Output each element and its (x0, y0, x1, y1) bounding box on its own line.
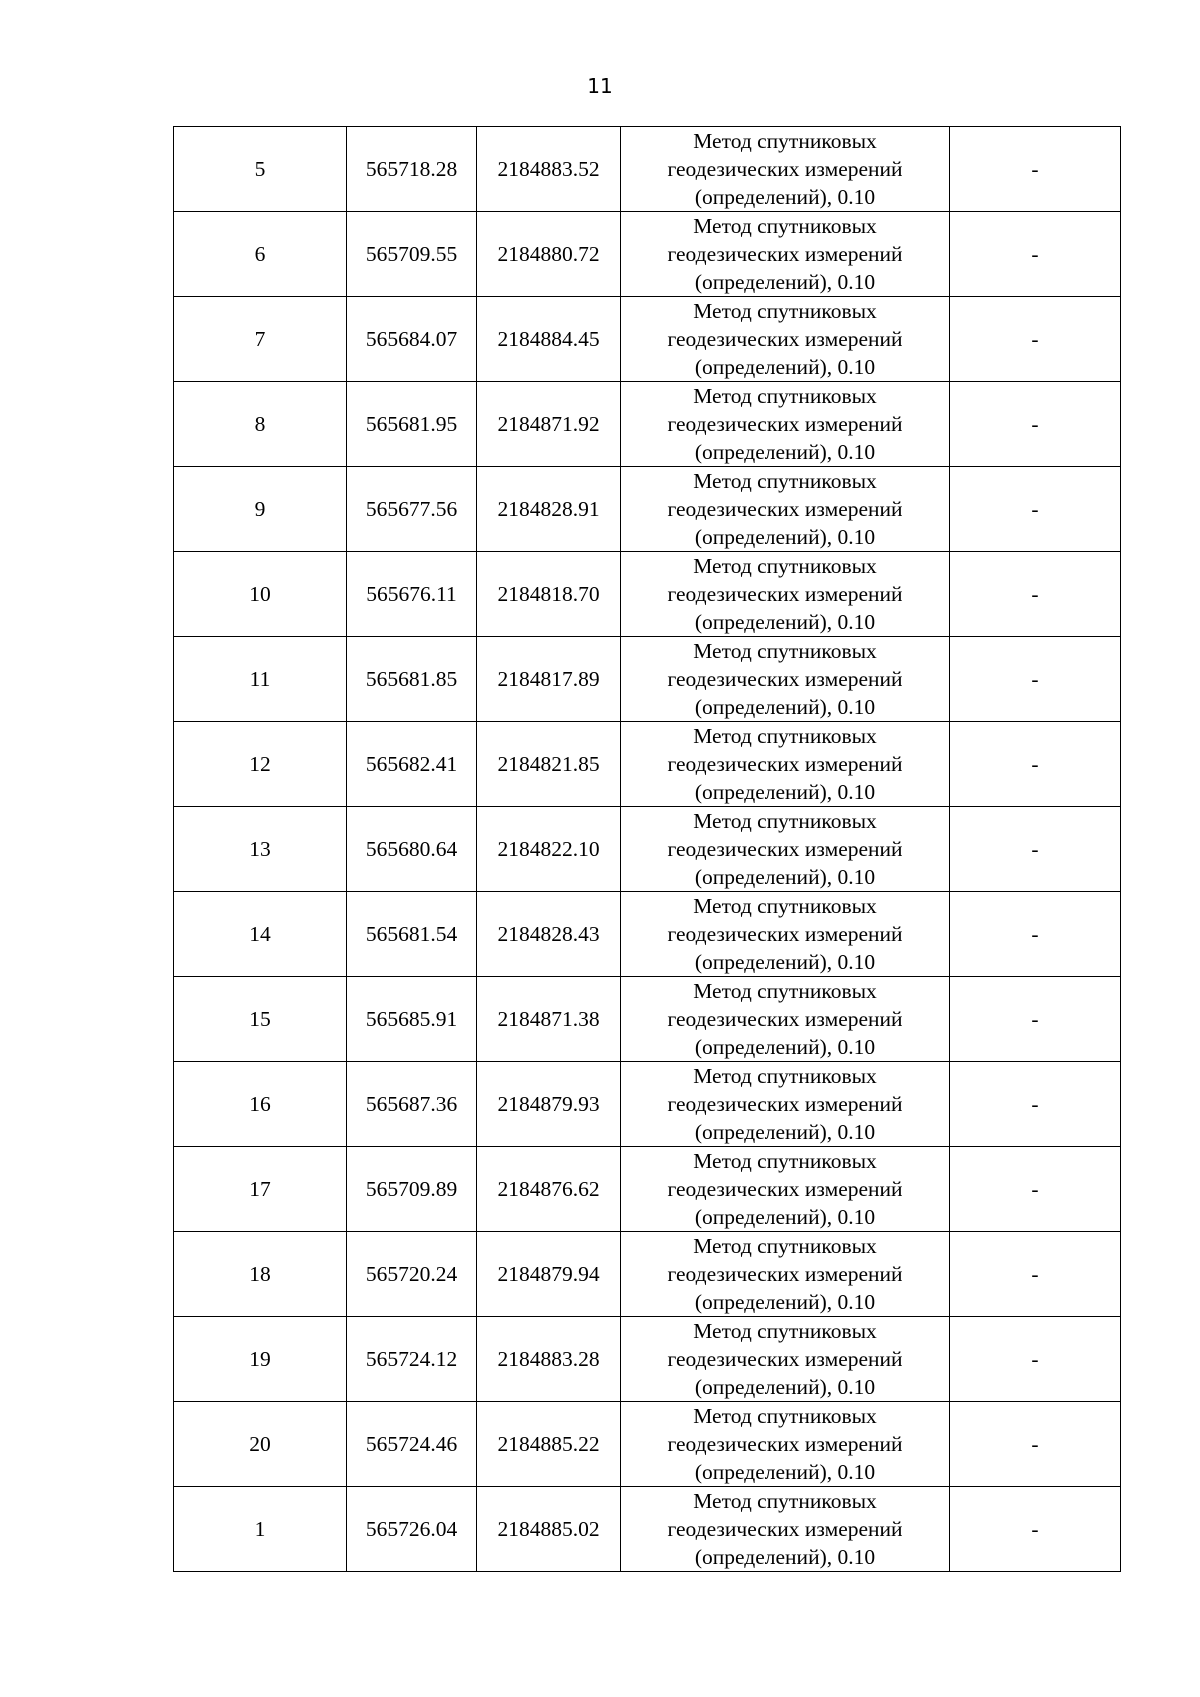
method-cell (621, 467, 950, 552)
y-coordinate-cell: 2184879.94 (477, 1232, 621, 1317)
note-cell: - (950, 1317, 1121, 1402)
point-number-cell: 10 (174, 552, 347, 637)
method-text: Метод спутниковых геодезических измерений (определений), 0.10 (667, 214, 903, 294)
coordinates-table-body (174, 127, 1121, 1572)
point-number-cell: 20 (174, 1402, 347, 1487)
point-number-cell: 17 (174, 1147, 347, 1232)
y-coordinate-cell: 2184885.02 (477, 1487, 621, 1572)
note-cell: - (950, 1402, 1121, 1487)
method-cell (621, 892, 950, 977)
y-coordinate-cell: 2184871.38 (477, 977, 621, 1062)
point-number-cell: 16 (174, 1062, 347, 1147)
y-coordinate-cell: 2184883.52 (477, 127, 621, 212)
x-coordinate-cell: 565682.41 (347, 722, 477, 807)
x-coordinate-cell: 565681.95 (347, 382, 477, 467)
method-cell (621, 1487, 950, 1572)
method-cell (621, 807, 950, 892)
point-number-cell: 12 (174, 722, 347, 807)
x-coordinate-cell: 565681.54 (347, 892, 477, 977)
note-cell: - (950, 467, 1121, 552)
x-coordinate-cell: 565726.04 (347, 1487, 477, 1572)
point-number-cell: 18 (174, 1232, 347, 1317)
x-coordinate-cell: 565676.11 (347, 552, 477, 637)
x-coordinate-cell: 565687.36 (347, 1062, 477, 1147)
point-number-cell: 13 (174, 807, 347, 892)
note-cell: - (950, 1487, 1121, 1572)
x-coordinate-cell: 565680.64 (347, 807, 477, 892)
table-row (174, 892, 1121, 977)
table-row (174, 382, 1121, 467)
x-coordinate-cell: 565685.91 (347, 977, 477, 1062)
point-number-cell: 14 (174, 892, 347, 977)
y-coordinate-cell: 2184817.89 (477, 637, 621, 722)
method-cell (621, 127, 950, 212)
note-cell: - (950, 297, 1121, 382)
note-cell: - (950, 1232, 1121, 1317)
method-cell (621, 1232, 950, 1317)
table-row (174, 977, 1121, 1062)
coordinates-table (173, 126, 1121, 1572)
method-text: Метод спутниковых геодезических измерений (определений), 0.10 (667, 1404, 903, 1484)
table-row (174, 212, 1121, 297)
method-text: Метод спутниковых геодезических измерений (определений), 0.10 (667, 724, 903, 804)
note-cell: - (950, 637, 1121, 722)
y-coordinate-cell: 2184828.43 (477, 892, 621, 977)
table-row (174, 1402, 1121, 1487)
point-number-cell: 1 (174, 1487, 347, 1572)
point-number-cell: 9 (174, 467, 347, 552)
y-coordinate-cell: 2184880.72 (477, 212, 621, 297)
table-row (174, 722, 1121, 807)
table-row (174, 297, 1121, 382)
y-coordinate-cell: 2184879.93 (477, 1062, 621, 1147)
note-cell: - (950, 722, 1121, 807)
method-text: Метод спутниковых геодезических измерений (определений), 0.10 (667, 1489, 903, 1569)
note-cell: - (950, 382, 1121, 467)
method-text: Метод спутниковых геодезических измерений (определений), 0.10 (667, 894, 903, 974)
method-cell (621, 977, 950, 1062)
y-coordinate-cell: 2184885.22 (477, 1402, 621, 1487)
method-text: Метод спутниковых геодезических измерений (определений), 0.10 (667, 129, 903, 209)
method-text: Метод спутниковых геодезических измерений (определений), 0.10 (667, 299, 903, 379)
x-coordinate-cell: 565684.07 (347, 297, 477, 382)
x-coordinate-cell: 565709.55 (347, 212, 477, 297)
table-row (174, 807, 1121, 892)
method-text: Метод спутниковых геодезических измерений (определений), 0.10 (667, 809, 903, 889)
note-cell: - (950, 807, 1121, 892)
point-number-cell: 7 (174, 297, 347, 382)
method-text: Метод спутниковых геодезических измерений (определений), 0.10 (667, 1234, 903, 1314)
table-row (174, 1317, 1121, 1402)
method-cell (621, 382, 950, 467)
x-coordinate-cell: 565720.24 (347, 1232, 477, 1317)
point-number-cell: 6 (174, 212, 347, 297)
y-coordinate-cell: 2184884.45 (477, 297, 621, 382)
y-coordinate-cell: 2184883.28 (477, 1317, 621, 1402)
table-row (174, 637, 1121, 722)
note-cell: - (950, 212, 1121, 297)
method-cell (621, 552, 950, 637)
point-number-cell: 11 (174, 637, 347, 722)
x-coordinate-cell: 565724.12 (347, 1317, 477, 1402)
note-cell: - (950, 1147, 1121, 1232)
table-row (174, 1487, 1121, 1572)
x-coordinate-cell: 565724.46 (347, 1402, 477, 1487)
note-cell: - (950, 127, 1121, 212)
method-text: Метод спутниковых геодезических измерений (определений), 0.10 (667, 979, 903, 1059)
note-cell: - (950, 552, 1121, 637)
method-text: Метод спутниковых геодезических измерений (определений), 0.10 (667, 639, 903, 719)
method-text: Метод спутниковых геодезических измерений (определений), 0.10 (667, 1149, 903, 1229)
note-cell: - (950, 1062, 1121, 1147)
y-coordinate-cell: 2184821.85 (477, 722, 621, 807)
y-coordinate-cell: 2184828.91 (477, 467, 621, 552)
method-cell (621, 1317, 950, 1402)
method-text: Метод спутниковых геодезических измерений (определений), 0.10 (667, 554, 903, 634)
y-coordinate-cell: 2184818.70 (477, 552, 621, 637)
method-cell (621, 212, 950, 297)
method-cell (621, 1402, 950, 1487)
x-coordinate-cell: 565681.85 (347, 637, 477, 722)
method-text: Метод спутниковых геодезических измерений (определений), 0.10 (667, 1064, 903, 1144)
note-cell: - (950, 977, 1121, 1062)
method-text: Метод спутниковых геодезических измерений (определений), 0.10 (667, 1319, 903, 1399)
y-coordinate-cell: 2184822.10 (477, 807, 621, 892)
point-number-cell: 15 (174, 977, 347, 1062)
note-cell: - (950, 892, 1121, 977)
table-row (174, 467, 1121, 552)
method-cell (621, 722, 950, 807)
page-number: 11 (587, 74, 613, 98)
y-coordinate-cell: 2184876.62 (477, 1147, 621, 1232)
method-cell (621, 1062, 950, 1147)
point-number-cell: 5 (174, 127, 347, 212)
method-cell (621, 637, 950, 722)
x-coordinate-cell: 565718.28 (347, 127, 477, 212)
point-number-cell: 8 (174, 382, 347, 467)
table-row (174, 127, 1121, 212)
method-cell (621, 297, 950, 382)
table-row (174, 1147, 1121, 1232)
y-coordinate-cell: 2184871.92 (477, 382, 621, 467)
table-row (174, 552, 1121, 637)
method-text: Метод спутниковых геодезических измерений (определений), 0.10 (667, 384, 903, 464)
method-cell (621, 1147, 950, 1232)
point-number-cell: 19 (174, 1317, 347, 1402)
table-row (174, 1062, 1121, 1147)
method-text: Метод спутниковых геодезических измерений (определений), 0.10 (667, 469, 903, 549)
table-row (174, 1232, 1121, 1317)
x-coordinate-cell: 565709.89 (347, 1147, 477, 1232)
x-coordinate-cell: 565677.56 (347, 467, 477, 552)
